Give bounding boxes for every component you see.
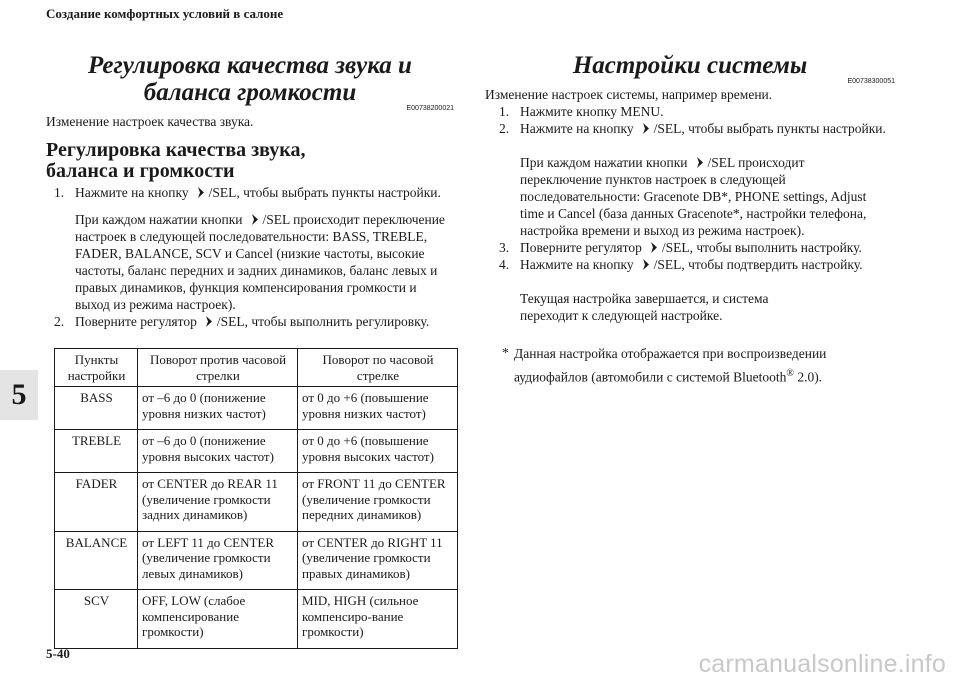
left-column bbox=[46, 52, 454, 649]
system-step-2-note: При каждом нажатии кнопки /SEL происходит переключение пунктов настроек в следующей последовательности: Gracenote DB*, PHONE settings, Adjust time и Cancel (база данных Gracenote*, настройки телефона, настройка времени и выход из режима настроек). bbox=[520, 155, 867, 238]
registered-mark: ® bbox=[786, 368, 794, 379]
table-row bbox=[55, 531, 458, 590]
right-column bbox=[485, 52, 895, 388]
section-code-sound: E00738200021 bbox=[406, 105, 454, 112]
knob-icon bbox=[694, 156, 706, 169]
table-header: Поворот по часовой стрелке bbox=[298, 349, 458, 387]
system-step-1: 1. Нажмите кнопку MENU. bbox=[499, 104, 664, 119]
system-steps bbox=[485, 103, 895, 324]
system-step-4: 4. Нажмите на кнопку /SEL, чтобы подтвердить настройку. bbox=[499, 257, 863, 272]
section-title-sound: Регулировка качества звука и баланса громкости bbox=[88, 52, 412, 106]
table-cell: от 0 до +6 (повышение уровня высоких частот) bbox=[298, 430, 458, 473]
section-code-system: E00738300051 bbox=[847, 78, 895, 85]
knob-icon bbox=[195, 186, 207, 199]
table-cell: от CENTER до RIGHT 11 (увеличение громкости правых динамиков) bbox=[298, 531, 458, 590]
table-header-row bbox=[55, 349, 458, 387]
table-row bbox=[55, 590, 458, 649]
table-header: Пункты настройки bbox=[55, 349, 138, 387]
knob-icon bbox=[249, 213, 261, 226]
table-cell: от FRONT 11 до CENTER (увеличение громкости передних динамиков) bbox=[298, 473, 458, 532]
system-step-4-note: Текущая настройка завершается, и система переходит к следующей настройке. bbox=[520, 291, 769, 323]
table-cell: BASS bbox=[55, 387, 138, 430]
table-cell: OFF, LOW (слабое компенсирование громкости) bbox=[138, 590, 298, 649]
table-cell: от 0 до +6 (повышение уровня низких частот) bbox=[298, 387, 458, 430]
sound-step-2: 2. Поверните регулятор /SEL, чтобы выполнить регулировку. bbox=[54, 314, 430, 329]
table-row bbox=[55, 430, 458, 473]
sound-intro: Изменение настроек качества звука. bbox=[46, 114, 254, 129]
system-intro: Изменение настроек системы, например времени. bbox=[485, 87, 773, 102]
table-cell: от CENTER до REAR 11 (увеличение громкости задних динамиков) bbox=[138, 473, 298, 532]
table-cell: от –6 до 0 (понижение уровня высоких частот) bbox=[138, 430, 298, 473]
footnote-mark: * bbox=[502, 345, 509, 360]
table-cell: SCV bbox=[55, 590, 138, 649]
table-cell: BALANCE bbox=[55, 531, 138, 590]
chapter-tab: 5 bbox=[0, 370, 38, 420]
table-cell: MID, HIGH (сильное компенсиро-вание громкости) bbox=[298, 590, 458, 649]
table-cell: от –6 до 0 (понижение уровня низких частот) bbox=[138, 387, 298, 430]
knob-icon bbox=[640, 258, 652, 271]
sound-step-1-note: При каждом нажатии кнопки /SEL происходит переключение настроек в следующей последовательности: BASS, TREBLE, FADER, BALANCE, SCV и Cancel (низкие частоты, высокие частоты, баланс передних и задних динамиков, баланс левых и правых динамиков, функция компенсирования громкости и выход из режима настроек). bbox=[75, 212, 445, 312]
table-row bbox=[55, 473, 458, 532]
table-cell: TREBLE bbox=[55, 430, 138, 473]
sound-step-1: 1. Нажмите на кнопку /SEL, чтобы выбрать пункты настройки. bbox=[54, 185, 441, 200]
running-header: Создание комфортных условий в салоне bbox=[46, 6, 284, 21]
section-title-system: Настройки системы bbox=[572, 52, 808, 79]
table-cell: от LEFT 11 до CENTER (увеличение громкости левых динамиков) bbox=[138, 531, 298, 590]
subsection-title: Регулировка качества звука, баланса и громкости bbox=[46, 139, 306, 182]
table-cell: FADER bbox=[55, 473, 138, 532]
table-row bbox=[55, 387, 458, 430]
watermark: carmanualsonline.info bbox=[698, 650, 946, 678]
system-step-3: 3. Поверните регулятор /SEL, чтобы выполнить настройку. bbox=[499, 240, 862, 255]
system-step-2: 2. Нажмите на кнопку /SEL, чтобы выбрать пункты настройки. bbox=[499, 121, 886, 136]
knob-icon bbox=[640, 122, 652, 135]
knob-icon bbox=[648, 241, 660, 254]
sound-settings-table bbox=[54, 348, 458, 649]
knob-icon bbox=[203, 315, 215, 328]
sound-steps bbox=[46, 184, 454, 330]
table-header: Поворот против часовой стрелки bbox=[138, 349, 298, 387]
footnote: * Данная настройка отображается при воспроизведении аудиофайлов (автомобили с системой Bluetooth® 2.0). bbox=[485, 344, 885, 388]
page-number: 5-40 bbox=[46, 646, 70, 661]
